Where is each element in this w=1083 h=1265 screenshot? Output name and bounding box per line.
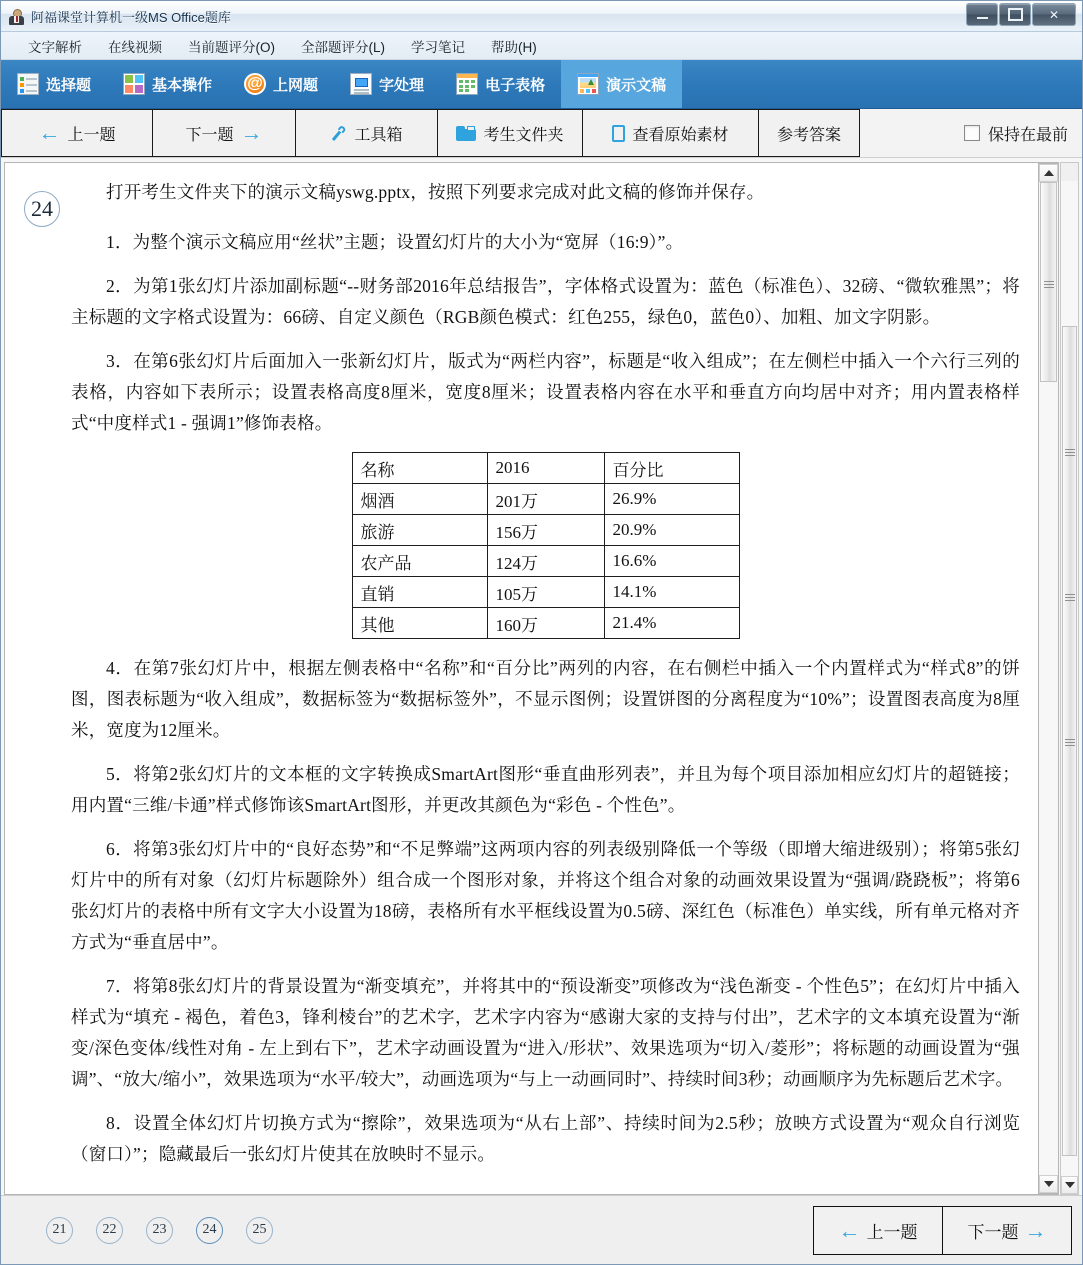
table-cell: 26.9% bbox=[604, 484, 739, 515]
question-chip-22[interactable]: 22 bbox=[96, 1217, 123, 1244]
tab-label: 字处理 bbox=[379, 76, 425, 94]
tab-word-processing[interactable] bbox=[334, 60, 440, 108]
question-chip-25[interactable]: 25 bbox=[246, 1217, 273, 1244]
question-item-6: 6．将第3张幻灯片中的“良好态势”和“不足弊端”这两项内容的列表级别降低一个等级（即增大缩进级别）；将第5张幻灯片中的所有对象（幻灯片标题除外）组合成一个图形对象，并将这个组合对象的动画效果设置为“强调/跷跷板”；将第6张幻灯片的表格中所有文字大小设置为18磅，表格所有水平框线设置为0.5磅、深红色（标准色）单实线，所有单元格对齐方式为“垂直居中”。 bbox=[71, 839, 1020, 952]
table-cell: 烟酒 bbox=[352, 484, 487, 515]
prev-question-label: 上一题 bbox=[866, 1223, 918, 1242]
scroll-thumb[interactable] bbox=[1040, 182, 1057, 382]
tab-internet-questions[interactable] bbox=[228, 60, 334, 108]
scroll-track[interactable] bbox=[1039, 182, 1058, 1175]
outer-scroll-track[interactable] bbox=[1061, 181, 1078, 1176]
choice-list-icon bbox=[17, 73, 39, 95]
arrow-left-icon: ← bbox=[838, 1217, 861, 1243]
scroll-thumb-grip bbox=[1044, 279, 1054, 290]
table-cell: 156万 bbox=[487, 515, 604, 546]
view-source-material-button[interactable] bbox=[583, 109, 759, 157]
reference-answer-button[interactable] bbox=[759, 109, 860, 157]
tab-choice-questions[interactable] bbox=[1, 60, 107, 108]
bottom-bar bbox=[1, 1195, 1082, 1264]
question-document bbox=[5, 163, 1038, 1194]
table-cell: 20.9% bbox=[604, 515, 739, 546]
document-vertical-scrollbar[interactable] bbox=[1038, 163, 1059, 1194]
table-header-cell: 百分比 bbox=[604, 453, 739, 484]
table-cell: 旅游 bbox=[352, 515, 487, 546]
question-chip-23[interactable]: 23 bbox=[146, 1217, 173, 1244]
reference-answer-label: 参考答案 bbox=[776, 126, 841, 144]
scroll-up-button[interactable] bbox=[1039, 164, 1058, 182]
tab-presentation[interactable] bbox=[561, 60, 682, 108]
tab-label: 选择题 bbox=[46, 76, 92, 94]
spreadsheet-icon bbox=[456, 73, 478, 95]
next-question-button-bottom[interactable] bbox=[943, 1206, 1072, 1255]
outer-thumb-grip-3 bbox=[1065, 737, 1075, 748]
keep-on-top-checkbox[interactable] bbox=[964, 125, 980, 141]
menu-score-all[interactable]: 全部题评分(L) bbox=[301, 39, 385, 55]
window-controls bbox=[965, 3, 1076, 26]
toolbox-button[interactable] bbox=[296, 109, 438, 157]
question-intro: 打开考生文件夹下的演示文稿yswg.pptx，按照下列要求完成对此文稿的修饰并保存。 bbox=[106, 182, 765, 202]
prev-question-label: 上一题 bbox=[67, 126, 116, 144]
bottom-navigation bbox=[813, 1206, 1072, 1255]
table-row bbox=[352, 608, 739, 639]
outer-scroll-down-button[interactable] bbox=[1061, 1176, 1078, 1194]
tab-label: 基本操作 bbox=[152, 76, 213, 94]
tab-label: 演示文稿 bbox=[606, 76, 667, 94]
title-bar bbox=[1, 1, 1082, 32]
menu-help[interactable]: 帮助(H) bbox=[491, 39, 537, 55]
exam-folder-button[interactable] bbox=[438, 109, 583, 157]
prev-question-button-bottom[interactable] bbox=[813, 1206, 943, 1255]
table-header-cell: 名称 bbox=[352, 453, 487, 484]
table-cell: 160万 bbox=[487, 608, 604, 639]
scroll-down-button[interactable] bbox=[1039, 1175, 1058, 1193]
table-cell: 16.6% bbox=[604, 546, 739, 577]
arrow-left-icon: ← bbox=[38, 120, 61, 145]
category-tab-strip bbox=[1, 60, 1082, 109]
next-question-label: 下一题 bbox=[967, 1223, 1019, 1242]
table-cell: 105万 bbox=[487, 577, 604, 608]
menu-study-notes[interactable]: 学习笔记 bbox=[411, 39, 465, 55]
presentation-icon bbox=[577, 73, 599, 95]
table-cell: 201万 bbox=[487, 484, 604, 515]
question-item-5: 5．将第2张幻灯片的文本框的文字转换成SmartArt图形“垂直曲形列表”，并且为每个项目添加相应幻灯片的超链接；用内置“三维/卡通”样式修饰该SmartArt图形，并更改其颜色为“彩色 - 个性色”。 bbox=[71, 764, 1020, 815]
keep-on-top-toggle[interactable] bbox=[964, 109, 1068, 157]
window-vertical-scrollbar[interactable] bbox=[1060, 162, 1079, 1195]
four-squares-icon bbox=[123, 73, 145, 95]
wrench-icon bbox=[327, 121, 351, 145]
outer-thumb-grip-2 bbox=[1065, 592, 1075, 603]
question-item-3: 3．在第6张幻灯片后面加入一张新幻灯片，版式为“两栏内容”，标题是“收入组成”；在左侧栏中插入一个六行三列的表格，内容如下表所示；设置表格高度8厘米，宽度8厘米；设置表格内容在水平和垂直方向均居中对齐；用内置表格样式“中度样式1 - 强调1”修饰表格。 bbox=[71, 351, 1020, 433]
question-chip-list bbox=[11, 1217, 273, 1244]
question-item-4: 4．在第7张幻灯片中，根据左侧表格中“名称”和“百分比”两列的内容，在右侧栏中插入一个内置样式为“样式8”的饼图，图表标题为“收入组成”，数据标签为“数据标签外”，不显示图例；设置饼图的分离程度为“10%”；设置图表高度为8厘米，宽度为12厘米。 bbox=[71, 658, 1020, 740]
table-row bbox=[352, 515, 739, 546]
outer-thumb-grip-1 bbox=[1065, 447, 1075, 458]
view-source-label: 查看原始素材 bbox=[632, 126, 729, 144]
menu-score-current[interactable]: 当前题评分(O) bbox=[188, 39, 275, 55]
window-title: 阿福课堂计算机一级MS Office题库 bbox=[31, 9, 231, 25]
document-outline-icon bbox=[612, 125, 625, 142]
menu-bar bbox=[1, 32, 1082, 60]
table-row bbox=[352, 577, 739, 608]
table-cell: 14.1% bbox=[604, 577, 739, 608]
table-cell: 21.4% bbox=[604, 608, 739, 639]
question-chip-24[interactable]: 24 bbox=[196, 1217, 223, 1244]
tab-label: 上网题 bbox=[273, 76, 319, 94]
question-number-badge: 24 bbox=[24, 191, 60, 227]
keep-on-top-label: 保持在最前 bbox=[987, 126, 1068, 144]
title-bar-left bbox=[1, 7, 231, 26]
menu-online-video[interactable]: 在线视频 bbox=[108, 39, 162, 55]
table-cell: 其他 bbox=[352, 608, 487, 639]
question-number-badge-wrap bbox=[13, 177, 71, 227]
toolbox-label: 工具箱 bbox=[354, 126, 403, 144]
exam-folder-label: 考生文件夹 bbox=[483, 126, 564, 144]
question-item-7: 7．将第8张幻灯片的背景设置为“渐变填充”，并将其中的“预设渐变”项修改为“浅色渐变 - 个性色5”；在幻灯片中插入样式为“填充 - 褐色，着色3，锋利棱台”的艺术字，艺术字内容为“感谢大家的支持与付出”，艺术字的文本填充设置为“渐变/深色变体/线性对角 - 左上到右下”，艺术字动画设置为“进入/形状”、效果选项为“切入/菱形”；将标题的动画设置为“强调”、“放大/缩小”，效果选项为“水平/较大”，动画选项为“与上一动画同时”、持续时间3秒；动画顺序为先标题后艺术字。 bbox=[71, 976, 1020, 1089]
question-body bbox=[71, 177, 1020, 1183]
table-header-cell: 2016 bbox=[487, 453, 604, 484]
next-question-label: 下一题 bbox=[185, 126, 234, 144]
table-cell: 农产品 bbox=[352, 546, 487, 577]
question-item-2: 2．为第1张幻灯片添加副标题“--财务部2016年总结报告”，字体格式设置为：蓝色（标准色）、32磅、“微软雅黑”；将主标题的文字格式设置为：66磅、自定义颜色（RGB颜色模式：红色255，绿色0，蓝色0）、加粗、加文字阴影。 bbox=[71, 276, 1020, 327]
question-document-pane bbox=[4, 162, 1059, 1195]
menu-text-analysis[interactable]: 文字解析 bbox=[28, 39, 82, 55]
action-toolbar bbox=[1, 109, 1082, 158]
table-row bbox=[352, 546, 739, 577]
content-area bbox=[1, 158, 1082, 1195]
folder-icon bbox=[456, 126, 476, 141]
arrow-right-icon: → bbox=[1024, 1217, 1047, 1243]
income-composition-table bbox=[352, 452, 740, 639]
table-row bbox=[352, 453, 739, 484]
outer-scroll-thumb[interactable] bbox=[1062, 326, 1077, 1156]
income-table-wrap bbox=[71, 452, 1020, 639]
question-row bbox=[13, 177, 1020, 1183]
tab-label: 电子表格 bbox=[485, 76, 546, 94]
minimize-button[interactable] bbox=[966, 3, 998, 26]
maximize-button[interactable] bbox=[999, 3, 1031, 26]
arrow-right-icon: → bbox=[240, 120, 263, 145]
next-question-button-top[interactable] bbox=[153, 109, 296, 157]
table-cell: 124万 bbox=[487, 546, 604, 577]
question-chip-21[interactable]: 21 bbox=[46, 1217, 73, 1244]
question-item-8: 8．设置全体幻灯片切换方式为“擦除”，效果选项为“从右上部”、持续时间为2.5秒；放映方式设置为“观众自行浏览（窗口）”；隐藏最后一张幻灯片使其在放映时不显示。 bbox=[71, 1113, 1020, 1164]
word-document-icon bbox=[350, 73, 372, 95]
tab-spreadsheet[interactable] bbox=[440, 60, 561, 108]
close-button[interactable]: ✕ bbox=[1032, 3, 1076, 26]
at-sign-icon: @ bbox=[244, 73, 266, 95]
table-row bbox=[352, 484, 739, 515]
tab-basic-operations[interactable] bbox=[107, 60, 228, 108]
prev-question-button-top[interactable] bbox=[1, 109, 153, 157]
question-item-1: 1．为整个演示文稿应用“丝状”主题；设置幻灯片的大小为“宽屏（16:9）”。 bbox=[106, 232, 684, 252]
person-avatar-icon bbox=[8, 8, 25, 25]
table-cell: 直销 bbox=[352, 577, 487, 608]
